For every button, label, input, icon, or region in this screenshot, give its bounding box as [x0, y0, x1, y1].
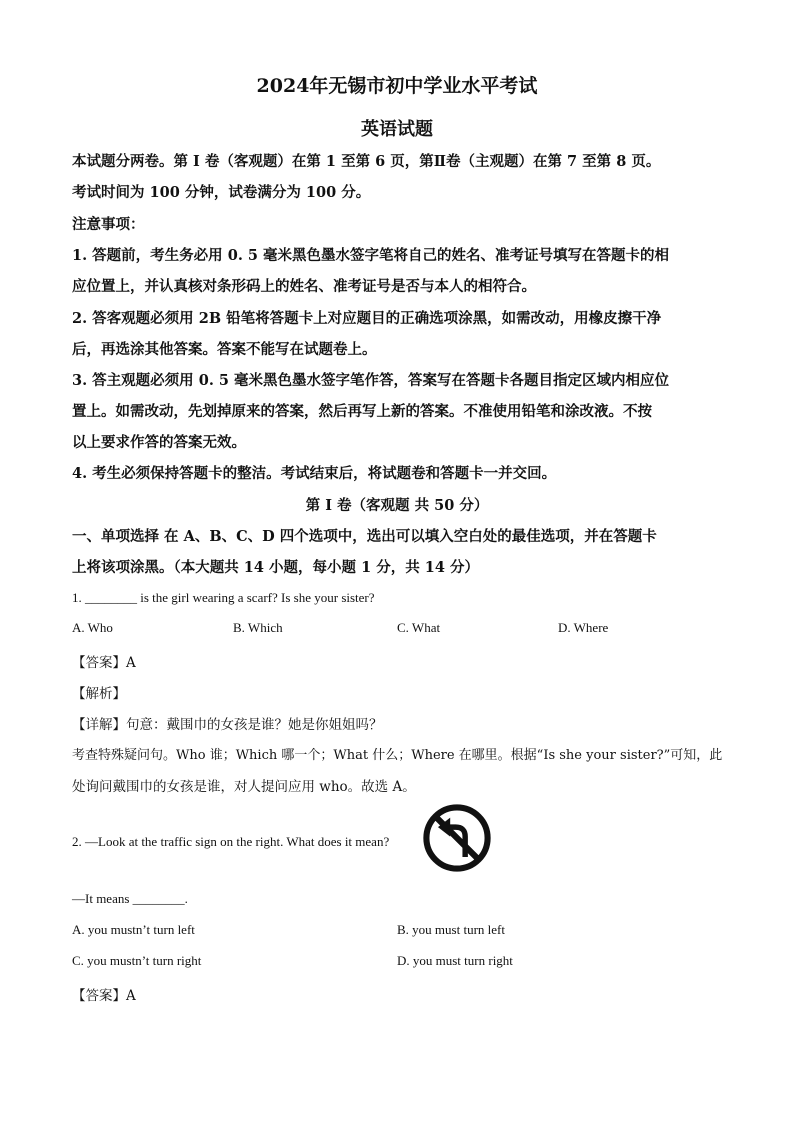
- note-2-line-2: 后，再选涂其他答案。答案不能写在试题卷上。: [72, 341, 377, 358]
- question-1-explain-line-1: 考查特殊疑问句。Who 谁；Which 哪一个；What 什么；Where 在哪里。根据“Is she your sister?”可知，此: [72, 748, 723, 763]
- question-2-option-a: A. you mustn’t turn left: [72, 922, 195, 937]
- question-1-explain-line-2: 处询问戴围巾的女孩是谁，对人提问应用 who。故选 A。: [72, 779, 416, 795]
- section-heading: 第 I 卷（客观题 共 50 分）: [305, 497, 489, 514]
- question-2-reply: —It means ________.: [72, 891, 188, 906]
- no-left-turn-sign-icon: [423, 804, 491, 872]
- question-1-detail: 【详解】句意：戴围巾的女孩是谁？她是你姐姐吗？: [72, 717, 383, 733]
- notes-heading: 注意事项：: [72, 216, 145, 233]
- note-2-line-1: 2. 答客观题必须用 2B 铅笔将答题卡上对应题目的正确选项涂黑，如需改动，用橡皮擦干净: [72, 310, 662, 327]
- question-1-option-a: A. Who: [72, 620, 113, 635]
- intro-line-1: 本试题分两卷。第 I 卷（客观题）在第 1 至第 6 页，第Ⅱ卷（主观题）在第 7 至第 8 页。: [72, 153, 661, 170]
- intro-line-2: 考试时间为 100 分钟，试卷满分为 100 分。: [72, 184, 371, 201]
- question-1-option-d: D. Where: [558, 620, 609, 635]
- question-2-answer: 【答案】A: [72, 988, 136, 1004]
- question-2-stem: 2. —Look at the traffic sign on the right. What does it mean?: [72, 834, 390, 849]
- note-3-line-1: 3. 答主观题必须用 0. 5 毫米黑色墨水签字笔作答，答案写在答题卡各题目指定区域内相应位: [72, 372, 670, 389]
- exam-subtitle: 英语试题: [361, 119, 433, 140]
- question-1-option-b: B. Which: [233, 620, 283, 635]
- note-1-line-2: 应位置上，并认真核对条形码上的姓名、准考证号是否与本人的相符合。: [72, 278, 536, 295]
- part-one-line-2: 上将该项涂黑。（本大题共 14 小题，每小题 1 分，共 14 分）: [72, 559, 479, 576]
- question-1-option-c: C. What: [397, 620, 441, 635]
- question-1-answer: 【答案】A: [72, 655, 136, 671]
- note-3-line-3: 以上要求作答的答案无效。: [72, 434, 246, 451]
- question-2-option-c: C. you mustn’t turn right: [72, 953, 202, 968]
- note-3-line-2: 置上。如需改动，先划掉原来的答案，然后再写上新的答案。不准使用铅笔和涂改液。不按: [72, 403, 652, 420]
- question-2-option-d: D. you must turn right: [397, 953, 513, 968]
- note-4: 4. 考生必须保持答题卡的整洁。考试结束后，将试题卷和答题卡一并交回。: [72, 465, 557, 482]
- exam-title: 2024年无锡市初中学业水平考试: [256, 75, 538, 97]
- question-2-option-b: B. you must turn left: [397, 922, 505, 937]
- question-1-stem: 1. ________ is the girl wearing a scarf? Is she your sister?: [72, 590, 375, 605]
- question-1-analysis-tag: 【解析】: [72, 686, 126, 702]
- part-one-line-1: 一、单项选择 在 A、B、C、D 四个选项中，选出可以填入空白处的最佳选项，并在答题卡: [72, 528, 657, 545]
- note-1-line-1: 1. 答题前，考生务必用 0. 5 毫米黑色墨水签字笔将自己的姓名、准考证号填写在答题卡的相: [72, 247, 670, 264]
